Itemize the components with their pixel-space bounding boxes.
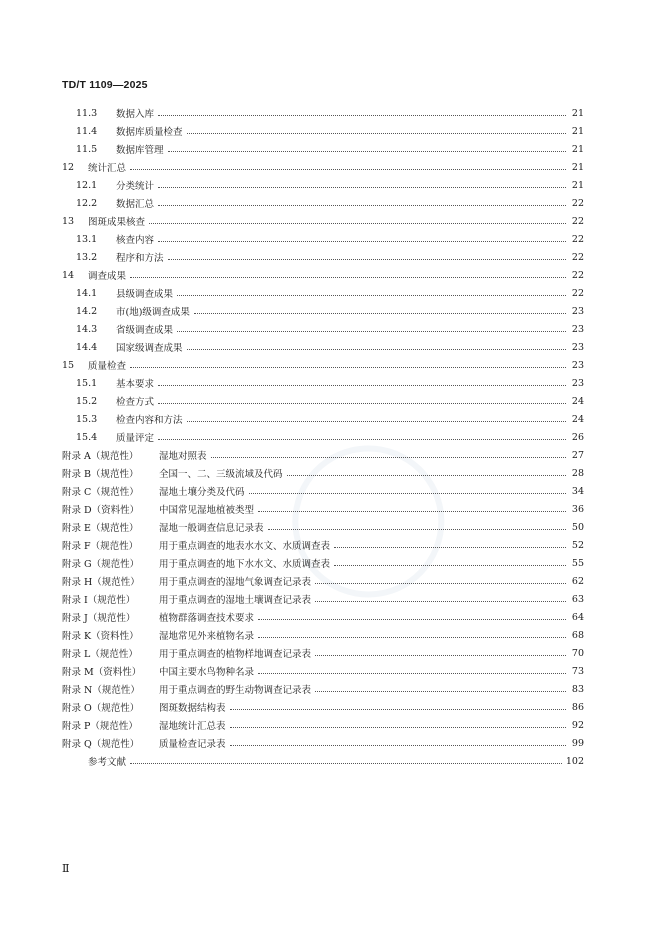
toc-entry-title: 核查内容 (116, 235, 155, 246)
toc-entry-title: 数据汇总 (116, 199, 155, 210)
toc-entry-title: 数据库管理 (116, 145, 164, 156)
toc-entry-number: 14.4 (76, 341, 98, 353)
toc-entry[interactable] (62, 176, 584, 194)
toc-entry-title: 全国一、二、三级流域及代码 (159, 469, 283, 480)
toc-entry[interactable] (62, 554, 584, 572)
toc-leader-dots (130, 763, 562, 764)
toc-entry-title: 图斑成果核查 (88, 217, 146, 228)
document-code: TD/T 1109—2025 (62, 79, 148, 91)
toc-entry-page: 83 (571, 683, 584, 695)
toc-entry-number: 15.4 (76, 431, 98, 443)
toc-entry-title: 基本要求 (116, 379, 155, 390)
toc-entry-number: 14 (62, 269, 75, 281)
toc-entry-number: 15.2 (76, 395, 98, 407)
toc-entry-number: 13.2 (76, 251, 98, 263)
toc-entry[interactable] (62, 158, 584, 176)
toc-leader-dots (158, 115, 566, 116)
table-of-contents (62, 104, 584, 770)
toc-leader-dots (158, 241, 566, 242)
toc-entry[interactable] (62, 194, 584, 212)
toc-entry-page: 21 (571, 107, 584, 119)
toc-entry-page: 23 (571, 359, 584, 371)
toc-entry-page: 22 (571, 251, 584, 263)
toc-entry[interactable] (62, 500, 584, 518)
toc-leader-dots (194, 313, 566, 314)
toc-entry-title: 湿地土壤分类及代码 (159, 487, 245, 498)
toc-entry-title: 植物群落调查技术要求 (159, 613, 255, 624)
toc-entry-number: 13 (62, 215, 75, 227)
toc-entry-page: 24 (571, 395, 584, 407)
toc-entry-number: 12.2 (76, 197, 98, 209)
toc-entry[interactable] (62, 338, 584, 356)
toc-entry[interactable] (62, 626, 584, 644)
toc-entry-page: 28 (571, 467, 584, 479)
toc-leader-dots (187, 349, 566, 350)
toc-entry-title: 检查方式 (116, 397, 155, 408)
toc-entry-number: 附录 K（资料性） (62, 631, 139, 642)
toc-leader-dots (258, 673, 566, 674)
toc-entry[interactable] (62, 662, 584, 680)
toc-entry-title: 用于重点调查的野生动物调查记录表 (159, 685, 312, 696)
toc-entry-page: 23 (571, 377, 584, 389)
toc-entry-page: 73 (571, 665, 584, 677)
toc-entry-page: 26 (571, 431, 584, 443)
toc-entry-title: 数据入库 (116, 109, 155, 120)
toc-entry[interactable] (62, 716, 584, 734)
toc-leader-dots (158, 205, 566, 206)
toc-leader-dots (334, 565, 566, 566)
toc-entry-number: 附录 N（规范性） (62, 685, 140, 696)
toc-leader-dots (158, 385, 566, 386)
toc-entry-number: 附录 P（规范性） (62, 721, 138, 732)
toc-entry-title: 用于重点调查的湿地气象调查记录表 (159, 577, 312, 588)
toc-entry[interactable] (62, 446, 584, 464)
toc-entry-title: 湿地统计汇总表 (159, 721, 226, 732)
toc-entry-page: 68 (571, 629, 584, 641)
toc-entry-page: 24 (571, 413, 584, 425)
toc-leader-dots (230, 709, 566, 710)
toc-entry[interactable] (62, 536, 584, 554)
toc-leader-dots (168, 259, 566, 260)
toc-entry-number: 附录 A（规范性） (62, 451, 139, 462)
toc-entry-page: 34 (571, 485, 584, 497)
toc-entry-page: 102 (565, 755, 584, 767)
toc-leader-dots (334, 547, 566, 548)
toc-entry-number: 附录 B（规范性） (62, 469, 139, 480)
toc-entry-page: 22 (571, 197, 584, 209)
toc-entry[interactable] (62, 374, 584, 392)
toc-entry[interactable] (62, 752, 584, 770)
toc-entry-title: 分类统计 (116, 181, 155, 192)
toc-entry-number: 11.4 (76, 125, 98, 137)
toc-entry-number: 附录 G（规范性） (62, 559, 140, 570)
toc-entry-title: 市(地)级调查成果 (116, 307, 190, 318)
toc-entry-page: 22 (571, 233, 584, 245)
toc-entry-page: 22 (571, 287, 584, 299)
toc-entry-title: 用于重点调查的植物样地调查记录表 (159, 649, 312, 660)
toc-entry[interactable] (62, 590, 584, 608)
toc-leader-dots (158, 403, 566, 404)
toc-entry-number: 11.3 (76, 107, 98, 119)
toc-entry-title: 用于重点调查的地表水水文、水质调查表 (159, 541, 331, 552)
toc-entry-page: 22 (571, 215, 584, 227)
toc-leader-dots (149, 223, 566, 224)
toc-entry-page: 62 (571, 575, 584, 587)
toc-entry-number: 附录 I（规范性） (62, 595, 136, 606)
toc-leader-dots (130, 367, 566, 368)
toc-entry-number: 附录 D（资料性） (62, 505, 140, 516)
toc-entry[interactable] (62, 518, 584, 536)
toc-entry-title: 质量检查记录表 (159, 739, 226, 750)
toc-entry[interactable] (62, 572, 584, 590)
toc-entry-title: 检查内容和方法 (116, 415, 183, 426)
toc-entry-number: 15 (62, 359, 75, 371)
toc-entry-number: 12 (62, 161, 75, 173)
toc-entry-title: 图斑数据结构表 (159, 703, 226, 714)
toc-entry-number: 13.1 (76, 233, 98, 245)
toc-entry[interactable] (62, 392, 584, 410)
toc-leader-dots (130, 169, 566, 170)
toc-leader-dots (258, 637, 566, 638)
toc-entry[interactable] (62, 356, 584, 374)
toc-entry-title: 省级调查成果 (116, 325, 174, 336)
toc-entry-title: 用于重点调查的地下水水文、水质调查表 (159, 559, 331, 570)
toc-entry-page: 99 (571, 737, 584, 749)
toc-entry-number: 15.1 (76, 377, 98, 389)
toc-entry[interactable] (62, 320, 584, 338)
toc-entry-number: 附录 O（规范性） (62, 703, 140, 714)
toc-entry-number: 附录 C（规范性） (62, 487, 139, 498)
toc-entry-title: 湿地一般调查信息记录表 (159, 523, 264, 534)
toc-entry-number: 附录 M（资料性） (62, 667, 142, 678)
toc-entry[interactable] (62, 284, 584, 302)
toc-entry[interactable] (62, 644, 584, 662)
toc-leader-dots (158, 439, 566, 440)
toc-entry-number: 11.5 (76, 143, 98, 155)
toc-entry-page: 23 (571, 305, 584, 317)
toc-entry-number: 附录 J（规范性） (62, 613, 136, 624)
toc-entry[interactable] (62, 104, 584, 122)
toc-entry[interactable] (62, 428, 584, 446)
toc-entry-number: 附录 E（规范性） (62, 523, 139, 534)
page-number: Ⅱ (62, 863, 70, 875)
toc-leader-dots (258, 511, 566, 512)
toc-entry-number: 附录 F（规范性） (62, 541, 139, 552)
toc-entry[interactable] (62, 608, 584, 626)
toc-entry-title: 国家级调查成果 (116, 343, 183, 354)
toc-entry[interactable] (62, 122, 584, 140)
toc-leader-dots (187, 421, 566, 422)
toc-entry-page: 55 (571, 557, 584, 569)
toc-entry-page: 23 (571, 323, 584, 335)
toc-leader-dots (258, 619, 566, 620)
toc-entry[interactable] (62, 248, 584, 266)
toc-entry[interactable] (62, 680, 584, 698)
toc-entry-number: 15.3 (76, 413, 98, 425)
toc-leader-dots (315, 691, 566, 692)
toc-entry-number: 附录 H（规范性） (62, 577, 140, 588)
toc-entry-page: 36 (571, 503, 584, 515)
toc-entry-title: 湿地对照表 (159, 451, 207, 462)
toc-entry[interactable] (62, 698, 584, 716)
toc-leader-dots (315, 583, 566, 584)
toc-entry-page: 92 (571, 719, 584, 731)
toc-entry-page: 86 (571, 701, 584, 713)
toc-entry[interactable] (62, 230, 584, 248)
toc-entry-title: 数据库质量检查 (116, 127, 183, 138)
toc-entry[interactable] (62, 212, 584, 230)
toc-entry[interactable] (62, 482, 584, 500)
toc-entry[interactable] (62, 140, 584, 158)
toc-leader-dots (130, 277, 566, 278)
toc-entry-title: 用于重点调查的湿地土壤调查记录表 (159, 595, 312, 606)
toc-leader-dots (230, 727, 566, 728)
toc-entry-page: 21 (571, 143, 584, 155)
toc-entry-page: 52 (571, 539, 584, 551)
toc-entry-page: 63 (571, 593, 584, 605)
toc-entry-page: 23 (571, 341, 584, 353)
toc-entry-title: 调查成果 (88, 271, 127, 282)
toc-leader-dots (158, 187, 566, 188)
toc-entry-title: 湿地常见外来植物名录 (159, 631, 255, 642)
toc-leader-dots (315, 601, 566, 602)
toc-entry-page: 21 (571, 179, 584, 191)
toc-entry-page: 70 (571, 647, 584, 659)
toc-entry-page: 27 (571, 449, 584, 461)
toc-leader-dots (211, 457, 566, 458)
toc-entry[interactable] (62, 410, 584, 428)
toc-leader-dots (187, 133, 566, 134)
toc-entry-title: 质量检查 (88, 361, 127, 372)
toc-leader-dots (177, 295, 566, 296)
toc-entry-number: 14.3 (76, 323, 98, 335)
toc-entry-page: 21 (571, 161, 584, 173)
toc-leader-dots (177, 331, 566, 332)
toc-entry[interactable] (62, 464, 584, 482)
toc-entry-title: 统计汇总 (88, 163, 127, 174)
toc-leader-dots (315, 655, 566, 656)
toc-leader-dots (287, 475, 566, 476)
toc-entry-number: 附录 L（规范性） (62, 649, 138, 660)
toc-entry-number: 14.1 (76, 287, 98, 299)
toc-entry-page: 64 (571, 611, 584, 623)
toc-entry[interactable] (62, 302, 584, 320)
toc-entry-title: 县级调查成果 (116, 289, 174, 300)
toc-leader-dots (249, 493, 566, 494)
toc-entry-title: 中国常见湿地植被类型 (159, 505, 255, 516)
toc-entry-page: 22 (571, 269, 584, 281)
toc-entry-number: 附录 Q（规范性） (62, 739, 140, 750)
toc-leader-dots (230, 745, 566, 746)
toc-entry[interactable] (62, 734, 584, 752)
toc-entry-number: 14.2 (76, 305, 98, 317)
toc-entry-page: 50 (571, 521, 584, 533)
toc-entry[interactable] (62, 266, 584, 284)
toc-entry-title: 中国主要水鸟物种名录 (159, 667, 255, 678)
toc-entry-title: 质量评定 (116, 433, 155, 444)
toc-entry-page: 21 (571, 125, 584, 137)
toc-entry-title: 程序和方法 (116, 253, 164, 264)
toc-leader-dots (168, 151, 566, 152)
toc-entry-number: 12.1 (76, 179, 98, 191)
toc-entry-title: 参考文献 (88, 757, 127, 768)
toc-leader-dots (268, 529, 566, 530)
